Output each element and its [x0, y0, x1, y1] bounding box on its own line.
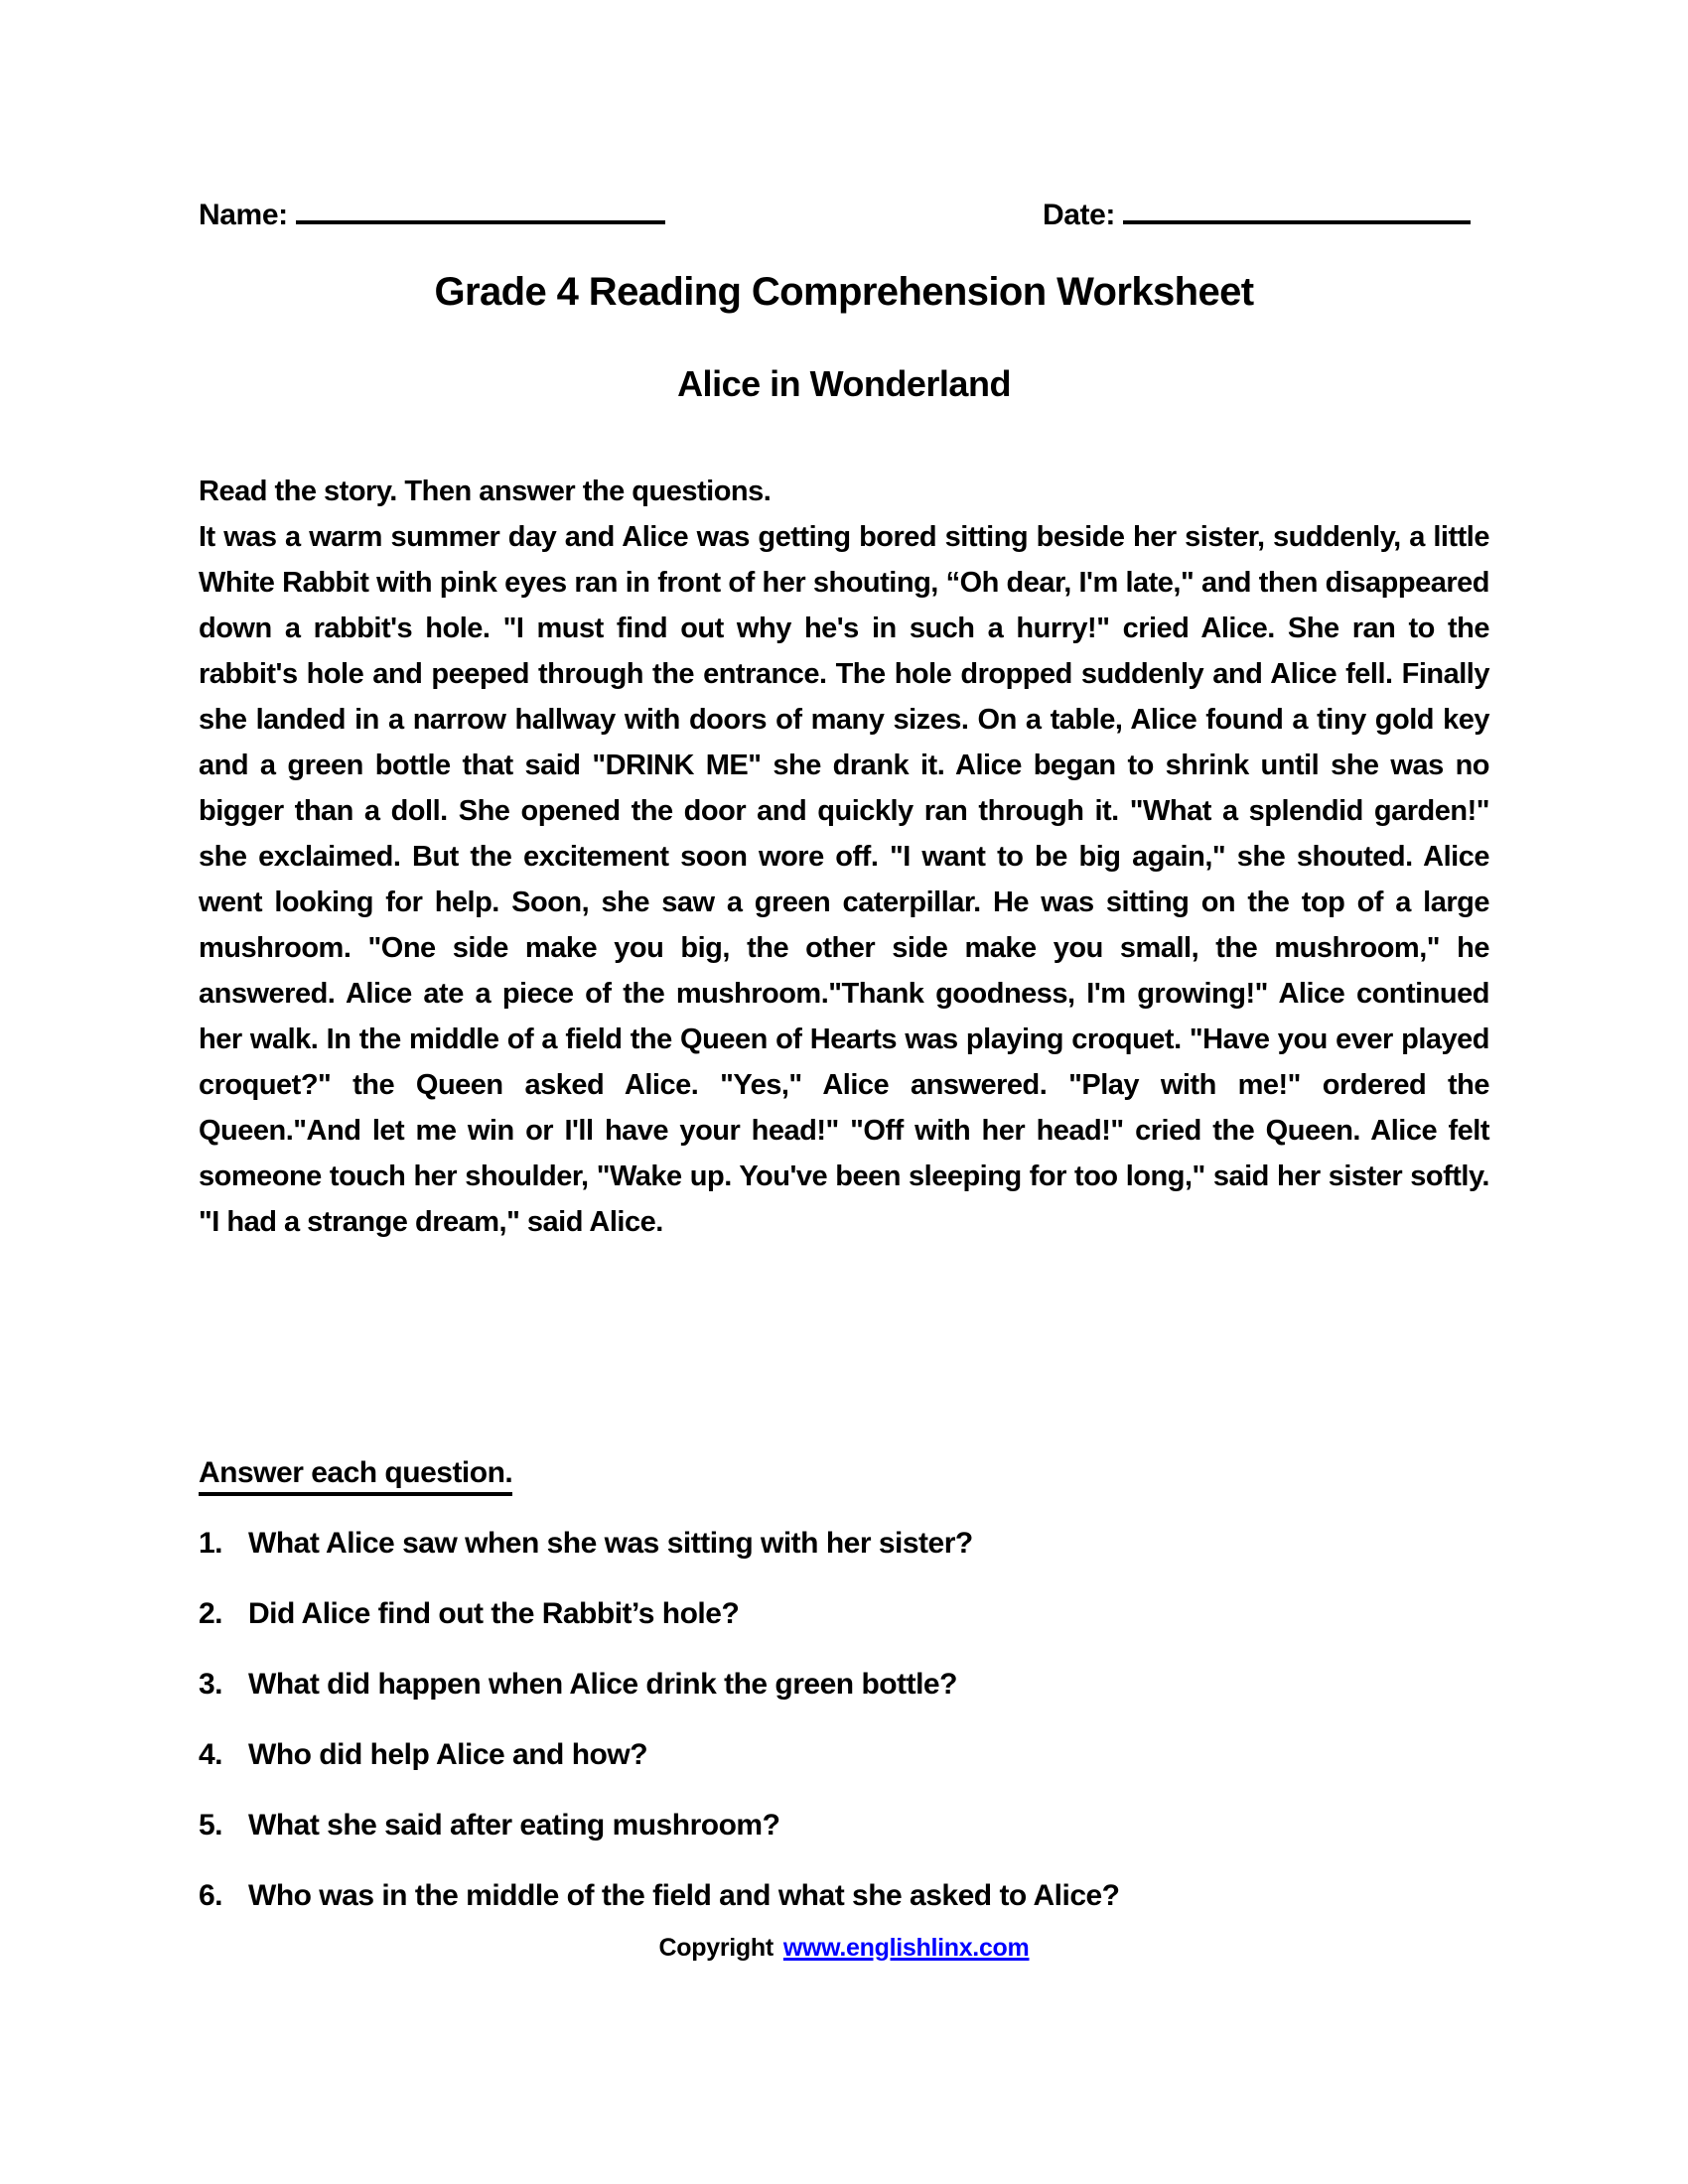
question-number: 2.: [199, 1597, 223, 1630]
questions-heading-text: Answer each question.: [199, 1456, 512, 1496]
question-text: Did Alice find out the Rabbit’s hole?: [248, 1597, 740, 1630]
questions-heading: [199, 1449, 1489, 1496]
copyright-link[interactable]: www.englishlinx.com: [782, 1934, 1030, 1962]
story-text: It was a warm summer day and Alice was getting bored sitting beside her sister, suddenly, a little White Rabbit with pink eyes ran in front of her shouting, “Oh dear, I'm late," and then disappeared down a rabbit's hole. "I must find out why he's in such a hurry!" cried Alice. She ran to the rabbit's hole and peeped through the entrance. The hole dropped suddenly and Alice fell. Finally she landed in a narrow hallway with doors of many sizes. On a table, Alice found a tiny gold key and a green bottle that said "DRINK ME" she drank it. Alice began to shrink until she was no bigger than a doll. She opened the door and quickly ran through it. "What a splendid garden!" she exclaimed. But the excitement soon wore off. "I want to be big again," she shouted. Alice went looking for help. Soon, she saw a green caterpillar. He was sitting on the top of a large mushroom. "One side make you big, the other side make you small, the mushroom," he answered. Alice ate a piece of the mushroom."Thank goodness, I'm growing!" Alice continued her walk. In the middle of a field the Queen of Hearts was playing croquet. "Have you ever played croquet?" the Queen asked Alice. "Yes," Alice answered. "Play with me!" ordered the Queen."And let me win or I'll have your head!" "Off with her head!" cried the Queen. Alice felt someone touch her shoulder, "Wake up. You've been sleeping for too long," said her sister softly. "I had a strange dream," said Alice.: [199, 521, 1489, 1238]
footer: [0, 1934, 1688, 1963]
question-number: 3.: [199, 1668, 223, 1701]
question-text: What Alice saw when she was sitting with her sister?: [248, 1527, 973, 1560]
question-row: [199, 1520, 1489, 1567]
name-label: Name:: [199, 199, 288, 231]
question-text: What did happen when Alice drink the green bottle?: [248, 1668, 957, 1701]
name-date-row: [199, 191, 1489, 242]
date-field: [1043, 191, 1471, 232]
question-number: 5.: [199, 1809, 223, 1842]
copyright-label: Copyright: [658, 1934, 774, 1962]
question-row: [199, 1731, 1489, 1778]
question-number: 4.: [199, 1738, 223, 1771]
question-text: Who did help Alice and how?: [248, 1738, 648, 1771]
question-row: [199, 1661, 1489, 1707]
page-subtitle: Alice in Wonderland: [677, 363, 1011, 404]
date-label: Date:: [1043, 199, 1116, 231]
story-instruction: Read the story. Then answer the questions.: [199, 476, 772, 507]
question-text: What she said after eating mushroom?: [248, 1809, 780, 1842]
date-fill-line: [1123, 191, 1471, 224]
name-fill-line: [296, 191, 665, 224]
questions-section: [199, 1449, 1489, 1919]
name-field: [199, 191, 665, 232]
question-row: [199, 1590, 1489, 1637]
question-row: [199, 1802, 1489, 1848]
story-section: [199, 469, 1489, 1245]
question-row: [199, 1872, 1489, 1919]
question-text: Who was in the middle of the field and what she asked to Alice?: [248, 1879, 1120, 1912]
question-number: 6.: [199, 1879, 223, 1912]
page-title: Grade 4 Reading Comprehension Worksheet: [434, 270, 1254, 314]
question-number: 1.: [199, 1527, 223, 1560]
